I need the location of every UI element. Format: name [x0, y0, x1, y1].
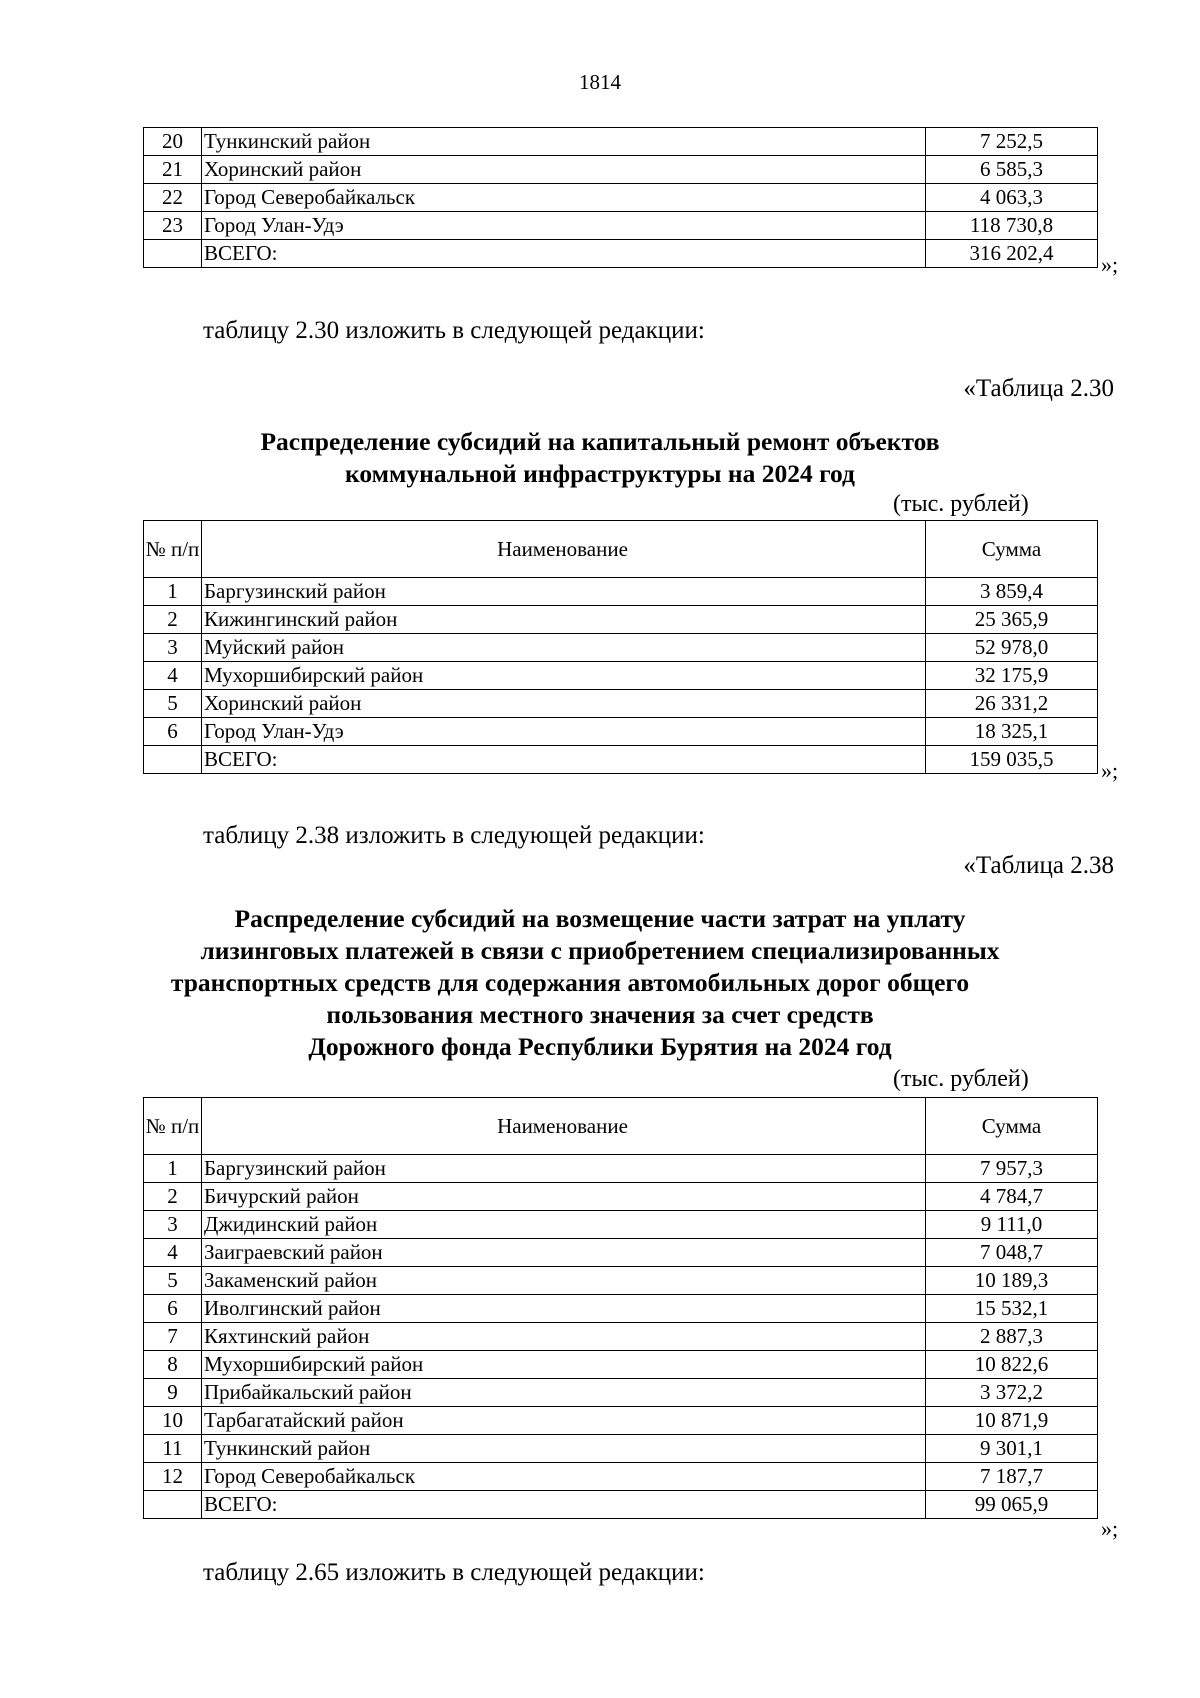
table-2-30	[143, 520, 1098, 774]
table-row	[144, 1379, 1098, 1407]
row-sum-cell: 9 301,1	[926, 1435, 1098, 1463]
title-line: Распределение субсидий на капитальный ремонт объектов	[260, 427, 940, 456]
table-row	[144, 718, 1098, 746]
table-row	[144, 156, 1098, 184]
total-empty-cell	[144, 746, 202, 774]
table-row	[144, 1463, 1098, 1491]
header-num-cell: № п/п	[144, 521, 202, 578]
row-number-cell: 11	[144, 1435, 202, 1463]
row-name-cell: Тункинский район	[202, 128, 926, 156]
row-number-cell: 20	[144, 128, 202, 156]
total-sum-cell: 159 035,5	[926, 746, 1098, 774]
total-label-cell: ВСЕГО:	[202, 1491, 926, 1519]
unit-label: (тыс. рублей)	[893, 491, 1029, 517]
row-number-cell: 12	[144, 1463, 202, 1491]
table-total-row	[144, 240, 1098, 268]
row-name-cell: Город Северобайкальск	[202, 1463, 926, 1491]
row-name-cell: Хоринский район	[202, 690, 926, 718]
title-line: Распределение субсидий на возмещение части затрат на уплату	[234, 904, 966, 933]
row-sum-cell: 18 325,1	[926, 718, 1098, 746]
total-empty-cell	[144, 240, 202, 268]
total-sum-cell: 99 065,9	[926, 1491, 1098, 1519]
row-sum-cell: 4 063,3	[926, 184, 1098, 212]
header-name-cell: Наименование	[202, 521, 926, 578]
table-row	[144, 1323, 1098, 1351]
table-row	[144, 662, 1098, 690]
row-sum-cell: 10 189,3	[926, 1267, 1098, 1295]
row-number-cell: 2	[144, 606, 202, 634]
row-sum-cell: 2 887,3	[926, 1323, 1098, 1351]
total-label-cell: ВСЕГО:	[202, 746, 926, 774]
header-sum-cell: Сумма	[926, 521, 1098, 578]
row-name-cell: Хоринский район	[202, 156, 926, 184]
row-number-cell: 10	[144, 1407, 202, 1435]
row-sum-cell: 7 187,7	[926, 1463, 1098, 1491]
row-sum-cell: 26 331,2	[926, 690, 1098, 718]
table-header-row	[144, 521, 1098, 578]
row-name-cell: Город Улан-Удэ	[202, 212, 926, 240]
table-label: «Таблица 2.38	[963, 852, 1114, 879]
closing-quote: »;	[1101, 252, 1119, 277]
row-number-cell: 22	[144, 184, 202, 212]
row-sum-cell: 52 978,0	[926, 634, 1098, 662]
table-title	[100, 903, 1100, 1063]
table-row	[144, 578, 1098, 606]
table-prev-continuation	[143, 127, 1098, 268]
row-number-cell: 2	[144, 1183, 202, 1211]
table-row	[144, 1407, 1098, 1435]
table-row	[144, 184, 1098, 212]
total-empty-cell	[144, 1491, 202, 1519]
header-name-cell: Наименование	[202, 1098, 926, 1155]
row-name-cell: Баргузинский район	[202, 578, 926, 606]
row-number-cell: 6	[144, 1295, 202, 1323]
row-sum-cell: 32 175,9	[926, 662, 1098, 690]
row-sum-cell: 7 048,7	[926, 1239, 1098, 1267]
row-sum-cell: 3 859,4	[926, 578, 1098, 606]
table-label: «Таблица 2.30	[963, 375, 1114, 402]
row-number-cell: 5	[144, 690, 202, 718]
table-header-row	[144, 1098, 1098, 1155]
row-number-cell: 23	[144, 212, 202, 240]
table-row	[144, 1351, 1098, 1379]
row-number-cell: 1	[144, 1155, 202, 1183]
table-row	[144, 212, 1098, 240]
table-total-row	[144, 746, 1098, 774]
table-row	[144, 634, 1098, 662]
closing-quote: »;	[1101, 758, 1119, 783]
table-row	[144, 128, 1098, 156]
paragraph: таблицу 2.30 изложить в следующей редакции:	[203, 317, 705, 344]
title-line: пользования местного значения за счет средств	[326, 1000, 874, 1029]
table-row	[144, 690, 1098, 718]
row-sum-cell: 7 957,3	[926, 1155, 1098, 1183]
row-number-cell: 3	[144, 1211, 202, 1239]
row-number-cell: 4	[144, 662, 202, 690]
row-sum-cell: 9 111,0	[926, 1211, 1098, 1239]
row-name-cell: Заиграевский район	[202, 1239, 926, 1267]
row-name-cell: Закаменский район	[202, 1267, 926, 1295]
row-number-cell: 1	[144, 578, 202, 606]
row-name-cell: Бичурский район	[202, 1183, 926, 1211]
row-name-cell: Баргузинский район	[202, 1155, 926, 1183]
closing-quote: »;	[1101, 1516, 1119, 1541]
unit-label: (тыс. рублей)	[893, 1066, 1029, 1092]
row-name-cell: Город Северобайкальск	[202, 184, 926, 212]
table-row	[144, 1183, 1098, 1211]
table-row	[144, 1239, 1098, 1267]
table-row	[144, 1267, 1098, 1295]
paragraph: таблицу 2.38 изложить в следующей редакции:	[203, 822, 705, 849]
table-total-row	[144, 1491, 1098, 1519]
row-number-cell: 6	[144, 718, 202, 746]
row-number-cell: 5	[144, 1267, 202, 1295]
paragraph: таблицу 2.65 изложить в следующей редакции:	[203, 1559, 705, 1586]
row-sum-cell: 4 784,7	[926, 1183, 1098, 1211]
row-name-cell: Мухоршибирский район	[202, 662, 926, 690]
row-sum-cell: 10 871,9	[926, 1407, 1098, 1435]
title-line: лизинговых платежей в связи с приобретением специализированных	[200, 936, 1000, 965]
row-name-cell: Тункинский район	[202, 1435, 926, 1463]
row-name-cell: Муйский район	[202, 634, 926, 662]
table-row	[144, 606, 1098, 634]
table-row	[144, 1435, 1098, 1463]
row-name-cell: Город Улан-Удэ	[202, 718, 926, 746]
header-num-cell: № п/п	[144, 1098, 202, 1155]
row-name-cell: Кяхтинский район	[202, 1323, 926, 1351]
row-name-cell: Прибайкальский район	[202, 1379, 926, 1407]
table-row	[144, 1295, 1098, 1323]
row-number-cell: 21	[144, 156, 202, 184]
table-row	[144, 1211, 1098, 1239]
row-sum-cell: 118 730,8	[926, 212, 1098, 240]
row-number-cell: 9	[144, 1379, 202, 1407]
row-number-cell: 3	[144, 634, 202, 662]
row-name-cell: Иволгинский район	[202, 1295, 926, 1323]
row-sum-cell: 25 365,9	[926, 606, 1098, 634]
row-name-cell: Кижингинский район	[202, 606, 926, 634]
page-number: 1814	[579, 70, 621, 94]
row-number-cell: 7	[144, 1323, 202, 1351]
row-number-cell: 4	[144, 1239, 202, 1267]
row-sum-cell: 3 372,2	[926, 1379, 1098, 1407]
title-line: транспортных средств для содержания автомобильных дорог общего	[170, 968, 970, 997]
total-label-cell: ВСЕГО:	[202, 240, 926, 268]
row-sum-cell: 7 252,5	[926, 128, 1098, 156]
header-sum-cell: Сумма	[926, 1098, 1098, 1155]
row-name-cell: Тарбагатайский район	[202, 1407, 926, 1435]
title-line: коммунальной инфраструктуры на 2024 год	[345, 459, 855, 488]
row-sum-cell: 10 822,6	[926, 1351, 1098, 1379]
row-sum-cell: 15 532,1	[926, 1295, 1098, 1323]
row-sum-cell: 6 585,3	[926, 156, 1098, 184]
table-row	[144, 1155, 1098, 1183]
table-title	[100, 426, 1100, 490]
total-sum-cell: 316 202,4	[926, 240, 1098, 268]
title-line: Дорожного фонда Республики Бурятия на 2024 год	[308, 1032, 892, 1061]
row-name-cell: Мухоршибирский район	[202, 1351, 926, 1379]
row-number-cell: 8	[144, 1351, 202, 1379]
table-2-38	[143, 1097, 1098, 1519]
row-name-cell: Джидинский район	[202, 1211, 926, 1239]
